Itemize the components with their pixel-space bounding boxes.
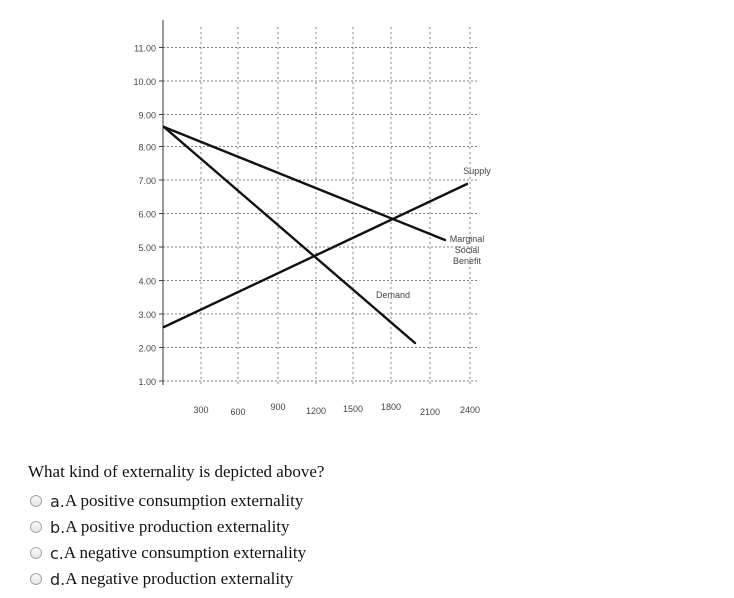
x-tick-label: 2100 — [419, 407, 441, 417]
y-tick-label: 1.00 — [138, 377, 156, 387]
option-c-text: A negative consumption externality — [63, 543, 307, 562]
x-tick-label: 1800 — [380, 402, 402, 412]
supply-line — [164, 184, 467, 327]
x-tick-label: 1200 — [305, 406, 327, 416]
option-a-text: A positive consumption externality — [64, 491, 304, 510]
y-tick-label: 8.00 — [138, 142, 156, 153]
option-d[interactable] — [28, 566, 306, 592]
option-a[interactable] — [28, 488, 306, 514]
chart-grid — [163, 27, 478, 385]
option-c-letter: c. — [50, 543, 64, 563]
option-d-text: A negative production externality — [65, 569, 294, 588]
radio-button-b[interactable] — [30, 521, 42, 533]
y-tick-label: 6.00 — [138, 209, 156, 220]
marginal-social-benefit-line — [164, 127, 445, 240]
y-tick-label: 11.00 — [134, 43, 156, 54]
radio-button-a[interactable] — [30, 495, 42, 507]
x-tick-label: 2400 — [459, 405, 481, 415]
y-tick-label: 9.00 — [138, 110, 156, 121]
option-b-letter: b. — [50, 517, 66, 537]
marginal-social-benefit-label: Benefit — [452, 256, 482, 266]
x-tick-label: 1500 — [342, 404, 364, 414]
question-text: What kind of externality is depicted above? — [28, 462, 325, 481]
demand-label: Demand — [375, 290, 411, 300]
option-d-letter: d. — [50, 569, 66, 589]
x-tick-label: 300 — [193, 405, 209, 415]
y-tick-label: 3.00 — [138, 310, 156, 320]
option-a-letter: a. — [50, 491, 65, 511]
option-b-text: A positive production externality — [65, 517, 290, 536]
supply-label: Supply — [463, 166, 491, 176]
y-tick-labels — [133, 44, 156, 388]
x-tick-labels — [193, 402, 480, 417]
x-tick-label: 600 — [230, 407, 246, 417]
radio-button-c[interactable] — [30, 547, 42, 559]
y-tick-label: 4.00 — [138, 276, 156, 287]
answer-options — [28, 488, 306, 592]
marginal-social-benefit-label: Marginal — [449, 234, 485, 244]
option-b[interactable] — [28, 514, 306, 540]
chart-series — [164, 127, 467, 343]
series-labels — [376, 166, 491, 300]
option-c[interactable] — [28, 540, 306, 566]
chart-axes — [159, 20, 163, 385]
y-tick-label: 2.00 — [138, 343, 156, 354]
marginal-social-benefit-label: Social — [454, 245, 480, 255]
x-tick-label: 900 — [270, 402, 286, 412]
y-tick-label: 10.00 — [133, 77, 156, 87]
y-tick-label: 7.00 — [138, 176, 156, 186]
demand-line — [164, 127, 415, 343]
y-tick-label: 5.00 — [138, 243, 156, 253]
radio-button-d[interactable] — [30, 573, 42, 585]
